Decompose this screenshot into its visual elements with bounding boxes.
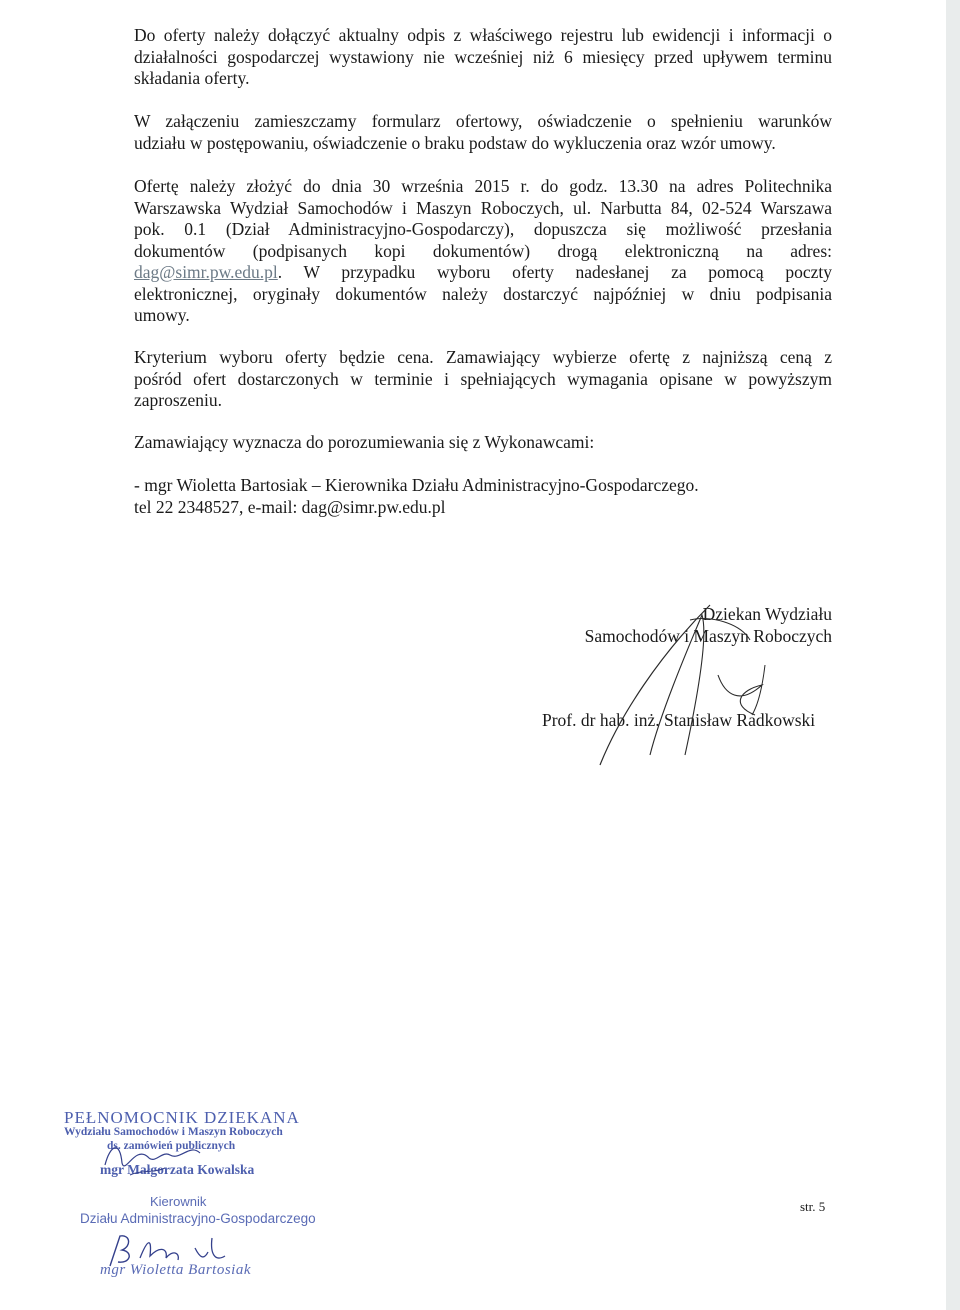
text-line: Zamawiający wyznacza do porozumiewania się z Wykonawcami: — [134, 432, 595, 452]
stamp-name: mgr Małgorzata Kowalska — [100, 1162, 255, 1177]
text-line: - mgr Wioletta Bartosiak – Kierownika Działu Administracyjno-Gospodarczego. — [134, 475, 699, 495]
signature-line: Dziekan Wydziału — [702, 604, 832, 624]
page-number: str. 5 — [800, 1199, 826, 1214]
text-line: Do oferty należy dołączyć aktualny odpis z właściwego rejestru lub ewidencji i informacji o — [134, 25, 832, 45]
stamp-faculty: Wydziału Samochodów i Maszyn Roboczych — [64, 1126, 283, 1138]
page-edge-shadow — [946, 0, 960, 1310]
text-line: umowy. — [134, 305, 190, 325]
plenipotentiary-handwritten-signature — [100, 1135, 230, 1185]
text-line: zaproszeniu. — [134, 390, 222, 410]
paragraph-attachments — [134, 111, 832, 154]
text-line: dokumentów (podpisanych kopi dokumentów) drogą elektroniczną na adres: — [134, 240, 832, 261]
paragraph-submission — [134, 176, 832, 327]
stamp-plenipotentiary-title: PEŁNOMOCNIK DZIEKANA — [64, 1108, 300, 1127]
paragraph-criteria — [134, 347, 832, 412]
stamp-manager-name: mgr Wioletta Bartosiak — [100, 1262, 251, 1278]
text-line — [134, 262, 832, 284]
text-line: działalności gospodarczej wystawiony nie wcześniej niż 6 miesięcy przed upływem terminu — [134, 46, 832, 67]
text-line: Kryterium wyboru oferty będzie cena. Zamawiający wybierze ofertę z najniższą ceną z — [134, 347, 832, 367]
signature-line: Samochodów i Maszyn Roboczych — [584, 626, 832, 646]
signature-name: Prof. dr hab. inż. Stanisław Radkowski — [542, 710, 816, 730]
email-link[interactable]: dag@simr.pw.edu.pl — [134, 262, 278, 282]
paragraph-requirements — [134, 25, 832, 90]
stamp-manager-title: Kierownik — [150, 1194, 207, 1209]
stamp-manager-department: Działu Administracyjno-Gospodarczego — [80, 1211, 316, 1226]
text-line: składania oferty. — [134, 68, 250, 88]
text-fragment: . W przypadku wyboru oferty nadesłanej za pomocą poczty — [277, 262, 832, 282]
text-line: Warszawska Wydział Samochodów i Maszyn Roboczych, ul. Narbutta 84, 02-524 Warszawa — [134, 197, 832, 218]
paragraph-contact-intro — [134, 432, 832, 454]
text-line: W załączeniu zamieszczamy formularz ofertowy, oświadczenie o spełnieniu warunków — [134, 111, 832, 131]
paragraph-contact — [134, 475, 832, 518]
text-line: Ofertę należy złożyć do dnia 30 września 2015 r. do godz. 13.30 na adres Politechnika — [134, 176, 832, 196]
text-line: pok. 0.1 (Dział Administracyjno-Gospodarczy), dopuszcza się możliwość przesłania — [134, 219, 832, 239]
dean-handwritten-signature — [590, 595, 790, 770]
text-line: pośród ofert dostarczonych w terminie i spełniających wymagania opisane w powyższym — [134, 368, 832, 389]
text-line: tel 22 2348527, e-mail: dag@simr.pw.edu.pl — [134, 496, 446, 517]
text-line: elektronicznej, oryginały dokumentów należy dostarczyć najpóźniej w dniu podpisania — [134, 283, 832, 304]
stamp-department: ds. zamówień publicznych — [107, 1140, 236, 1152]
text-line: udziału w postępowaniu, oświadczenie o braku podstaw do wykluczenia oraz wzór umowy. — [134, 132, 776, 153]
